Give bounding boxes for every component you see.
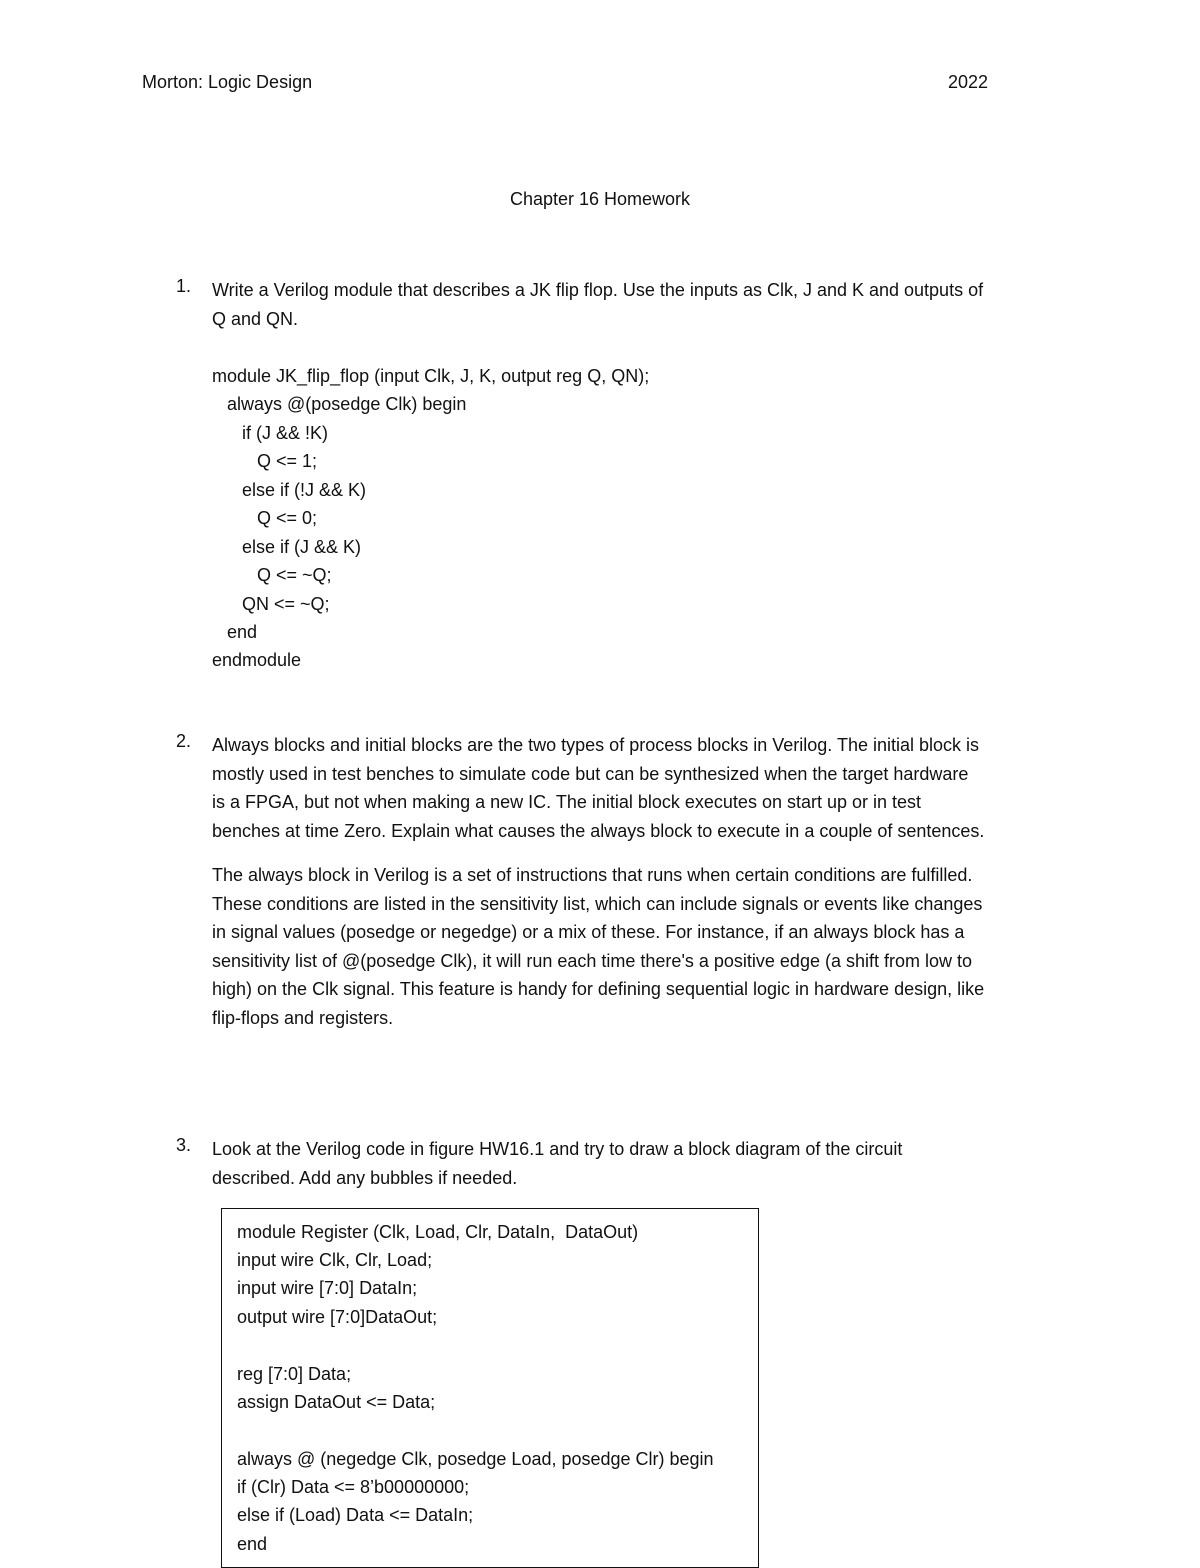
question-text-line: mostly used in test benches to simulate code but can be synthesized when the target hardware <box>212 763 969 784</box>
figure-code-line: output wire [7:0]DataOut; <box>237 1307 438 1327</box>
question-text-line: described. Add any bubbles if needed. <box>212 1167 518 1188</box>
code-line: end <box>212 622 258 642</box>
question-text <box>212 1135 1072 1192</box>
question-text-line: Always blocks and initial blocks are the two types of process blocks in Verilog. The initial block is <box>212 735 980 755</box>
figure-code-line: else if (Load) Data <= DataIn; <box>237 1505 474 1525</box>
figure-code-line: always @ (negedge Clk, posedge Load, posedge Clr) begin <box>237 1449 714 1469</box>
question-number: 3. <box>176 1135 192 1155</box>
question-text <box>212 731 1072 845</box>
figure-code-box <box>221 1208 759 1568</box>
answer-text-line: in signal values (posedge or negedge) or a mix of these. For instance, if an always block has a <box>212 922 965 942</box>
question-text-line: Look at the Verilog code in figure HW16.1 and try to draw a block diagram of the circuit <box>212 1139 903 1159</box>
code-line: if (J && !K) <box>212 423 329 443</box>
code-line: else if (!J && K) <box>212 480 367 500</box>
header-year: 2022 <box>948 72 989 92</box>
code-line: module JK_flip_flop (input Clk, J, K, output reg Q, QN); <box>212 366 650 386</box>
answer-text-line: sensitivity list of @(posedge Clk), it will run each time there's a positive edge (a shift from low to <box>212 950 973 971</box>
answer-text-line: These conditions are listed in the sensitivity list, which can include signals or events like changes <box>212 893 983 914</box>
code-line: endmodule <box>212 650 302 670</box>
answer-text-line: flip-flops and registers. <box>212 1007 394 1028</box>
code-line: Q <= ~Q; <box>212 565 332 585</box>
question-text-line: Write a Verilog module that describes a JK flip flop. Use the inputs as Clk, J and K and outputs of <box>212 280 984 300</box>
question-number: 1. <box>176 276 192 296</box>
code-line: always @(posedge Clk) begin <box>212 394 467 414</box>
answer-2 <box>212 861 1072 1032</box>
question-text-line: Q and QN. <box>212 308 299 329</box>
code-line: else if (J && K) <box>212 537 362 557</box>
code-line: Q <= 0; <box>212 508 318 528</box>
figure-code-line: if (Clr) Data <= 8’b00000000; <box>237 1477 470 1497</box>
figure-code-line: reg [7:0] Data; <box>237 1364 352 1384</box>
answer-text-line: high) on the Clk signal. This feature is handy for defining sequential logic in hardware design, like <box>212 979 985 999</box>
figure-code-line: input wire [7:0] DataIn; <box>237 1278 418 1298</box>
page-title: Chapter 16 Homework <box>509 189 691 209</box>
question-text <box>212 276 1072 333</box>
code-line: Q <= 1; <box>212 451 318 471</box>
figure-code-line: module Register (Clk, Load, Clr, DataIn, DataOut) <box>237 1222 639 1242</box>
figure-code-line: end <box>237 1534 268 1554</box>
figure-code-line: assign DataOut <= Data; <box>237 1392 436 1412</box>
question-text-line: is a FPGA, but not when making a new IC. The initial block executes on start up or in test <box>212 792 922 812</box>
answer-text-line: The always block in Verilog is a set of instructions that runs when certain conditions are fulfilled. <box>212 865 973 885</box>
header-author-course: Morton: Logic Design <box>142 72 313 92</box>
question-number: 2. <box>176 731 192 751</box>
figure-code-line: input wire Clk, Clr, Load; <box>237 1250 433 1270</box>
question-text-line: benches at time Zero. Explain what causes the always block to execute in a couple of sentences. <box>212 820 985 841</box>
code-line: QN <= ~Q; <box>212 594 330 614</box>
